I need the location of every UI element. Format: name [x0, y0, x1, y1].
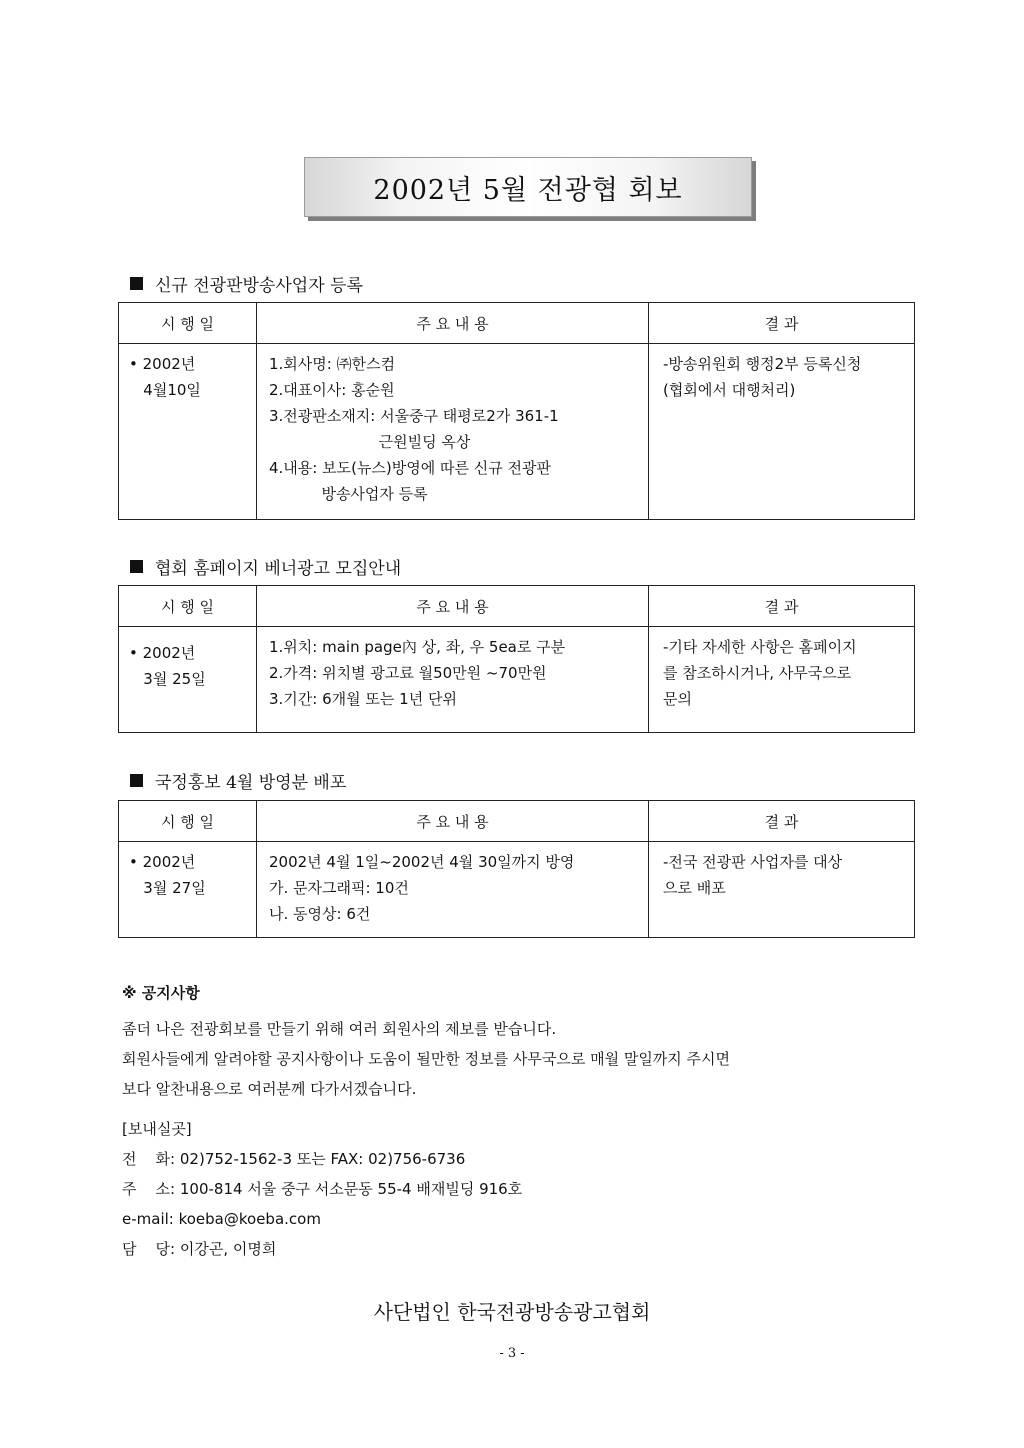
table-row — [119, 344, 915, 520]
header-date: 시 행 일 — [119, 801, 257, 842]
header-result: 결 과 — [649, 586, 915, 627]
notice-section — [122, 978, 730, 1264]
table-header-row — [119, 801, 915, 842]
result-cell: -기타 자세한 사항은 홈페이지 를 참조하시거나, 사무국으로 문의 — [649, 627, 915, 733]
section-table-3 — [118, 800, 915, 938]
header-result: 결 과 — [649, 801, 915, 842]
table-row — [119, 842, 915, 938]
header-content: 주 요 내 용 — [257, 303, 649, 344]
contact-phone: 전 화: 02)752-1562-3 또는 FAX: 02)756-6736 — [122, 1150, 466, 1168]
notice-body-line: 좀더 나은 전광회보를 만들기 위해 여러 회원사의 제보를 받습니다. — [122, 1020, 557, 1038]
content-cell: 1.회사명: ㈜한스컴 2.대표이사: 홍순원 3.전광판소재지: 서울중구 태평로2가 361-1 근원빌딩 옥상 4.내용: 보도(뉴스)방영에 따른 신규 전광판 방송사업자 등록 — [257, 344, 649, 520]
table-header-row — [119, 303, 915, 344]
table-row — [119, 627, 915, 733]
result-cell: -전국 전광판 사업자를 대상 으로 배포 — [649, 842, 915, 938]
square-bullet-icon — [130, 774, 143, 787]
date-cell: • 2002년 3월 27일 — [119, 842, 257, 938]
notice-body-line: 보다 알찬내용으로 여러분께 다가서겠습니다. — [122, 1080, 417, 1098]
notice-title: ※ 공지사항 — [122, 984, 200, 1002]
section-heading-text: 국정홍보 4월 방영분 배포 — [155, 773, 347, 793]
section-heading-1 — [130, 271, 363, 296]
send-to-title: [보내실곳] — [122, 1120, 192, 1138]
content-cell: 1.위치: main page內 상, 좌, 우 5ea로 구분 2.가격: 위치별 광고료 월50만원 ~70만원 3.기간: 6개월 또는 1년 단위 — [257, 627, 649, 733]
organization-name: 사단법인 한국전광방송광고협회 — [373, 1300, 651, 1324]
date-cell: • 2002년 3월 25일 — [119, 627, 257, 733]
header-content: 주 요 내 용 — [257, 801, 649, 842]
result-cell: -방송위원회 행정2부 등록신청 (협회에서 대행처리) — [649, 344, 915, 520]
header-date: 시 행 일 — [119, 586, 257, 627]
header-result: 결 과 — [649, 303, 915, 344]
section-heading-2 — [130, 554, 401, 579]
contact-address: 주 소: 100-814 서울 중구 서소문동 55-4 배재빌딩 916호 — [122, 1180, 523, 1198]
section-table-2 — [118, 585, 915, 733]
square-bullet-icon — [130, 277, 143, 290]
newsletter-title: 2002년 5월 전광협 회보 — [373, 174, 683, 206]
table-header-row — [119, 586, 915, 627]
section-table-1 — [118, 302, 915, 520]
newsletter-title-box — [304, 157, 752, 217]
section-heading-text: 협회 홈페이지 베너광고 모집안내 — [155, 559, 402, 579]
header-content: 주 요 내 용 — [257, 586, 649, 627]
content-cell: 2002년 4월 1일~2002년 4월 30일까지 방영 가. 문자그래픽: 10건 나. 동영상: 6건 — [257, 842, 649, 938]
contact-email: e-mail: koeba@koeba.com — [122, 1210, 321, 1228]
contact-person: 담 당: 이강곤, 이명희 — [122, 1240, 277, 1258]
header-date: 시 행 일 — [119, 303, 257, 344]
section-heading-3 — [130, 768, 346, 793]
date-cell: • 2002년 4월10일 — [119, 344, 257, 520]
square-bullet-icon — [130, 560, 143, 573]
notice-body-line: 회원사들에게 알려야할 공지사항이나 도움이 될만한 정보를 사무국으로 매월 말일까지 주시면 — [122, 1050, 731, 1068]
section-heading-text: 신규 전광판방송사업자 등록 — [155, 276, 363, 296]
page-number: - 3 - — [499, 1346, 525, 1361]
